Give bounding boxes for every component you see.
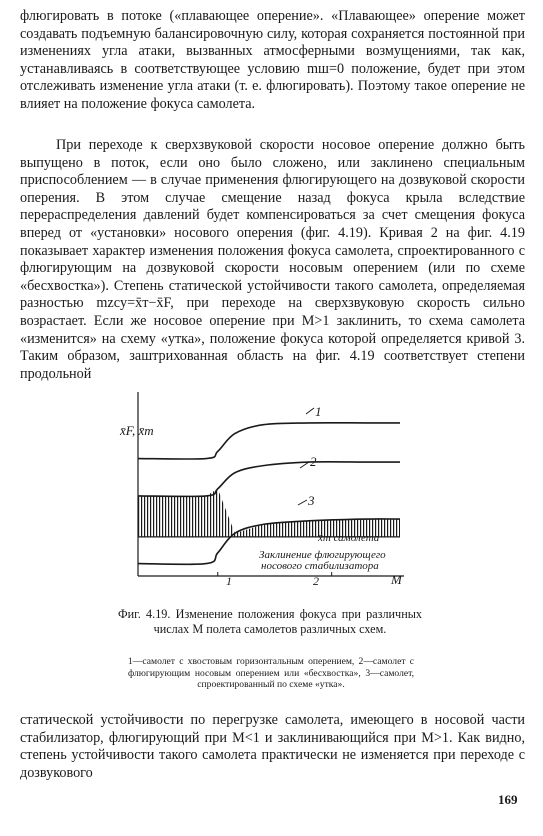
y-axis-label: x̄F, x̄т (120, 423, 154, 438)
curve-label-2: 2 (310, 454, 317, 469)
x-axis-label: M (391, 572, 402, 587)
series-1-curve (138, 423, 400, 459)
paragraph-1: флюгировать в потоке («плавающее оперение». «Плавающее» оперение может создавать подъемную балансировочную силу, которая сохраняется постоянной при изменениях угла атаки, вызванных атмосферными возмущениями, так как, устанавливаясь в соответствующее условию mш=0 положение, будет при этом отслеживать изменение угла атаки (т. е. флюгировать). Поэтому такое оперение не влияет на положение фокуса самолета. (20, 8, 525, 112)
curve-1-leader (306, 408, 314, 414)
curve-label-3: 3 (308, 493, 315, 508)
x-tick-2: 2 (313, 574, 319, 588)
zone-label-line-2: носового стабилизатора (261, 560, 379, 572)
page-number: 169 (498, 792, 518, 807)
paragraph-2: При переходе к сверхзвуковой скорости носовое оперение должно быть выпущено в поток, если оно было сложено, или заклинено специальным приспособлением — в случае применения флюгирующего на дозвуковой скорости оперения. В этом случае смещение назад фокуса крыла вследствие перераспределения давлений будет компенсироваться за счет смещения фокуса вперед от «установки» носового оперения (фиг. 4.19). Кривая 2 на фиг. 4.19 показывает характер изменения положения фокуса самолета, спроектированного с флюгирующим на дозвуковой скорости носовым оперением (или по схеме «бесхвостка»). Степень статической устойчивости такого самолета, определяемая разностью mzcy=x̄т−x̄F, при переходе на сверхзвуковую скорость сильно возрастает. Если же носовое оперение при M>1 заклинить, то схема самолета «изменится» на схему «утка», положение фокуса которой определяется кривой 3. Таким образом, заштрихованная область на фиг. 4.19 соответствует степени продольной (20, 137, 525, 382)
x-tick-1: 1 (226, 574, 232, 588)
figure-legend: 1—самолет с хвостовым горизонтальным оперением, 2—самолет с флюгирующим носовым оперением или «бесхвостка», 3—самолет, спроектированный по схеме «утка». (128, 656, 414, 690)
zone-label-line-1: Заклинение флюгирующего (259, 549, 386, 561)
xt-line-label: x̄т самолета (318, 532, 380, 544)
curve-3-leader (298, 500, 307, 505)
curve-label-1: 1 (315, 404, 322, 419)
paragraph-3: статической устойчивости по перегрузке самолета, имеющего в носовой части стабилизатор, флюгирующий при M<1 и заклинивающийся при M>1. Как видно, степень устойчивости такого самолета практически не изменяется при переходе с дозвукового (20, 712, 525, 781)
series-2-curve (138, 462, 400, 497)
figure-caption: Фиг. 4.19. Изменение положения фокуса при различных числах M полета самолетов различных схем. (118, 607, 422, 636)
